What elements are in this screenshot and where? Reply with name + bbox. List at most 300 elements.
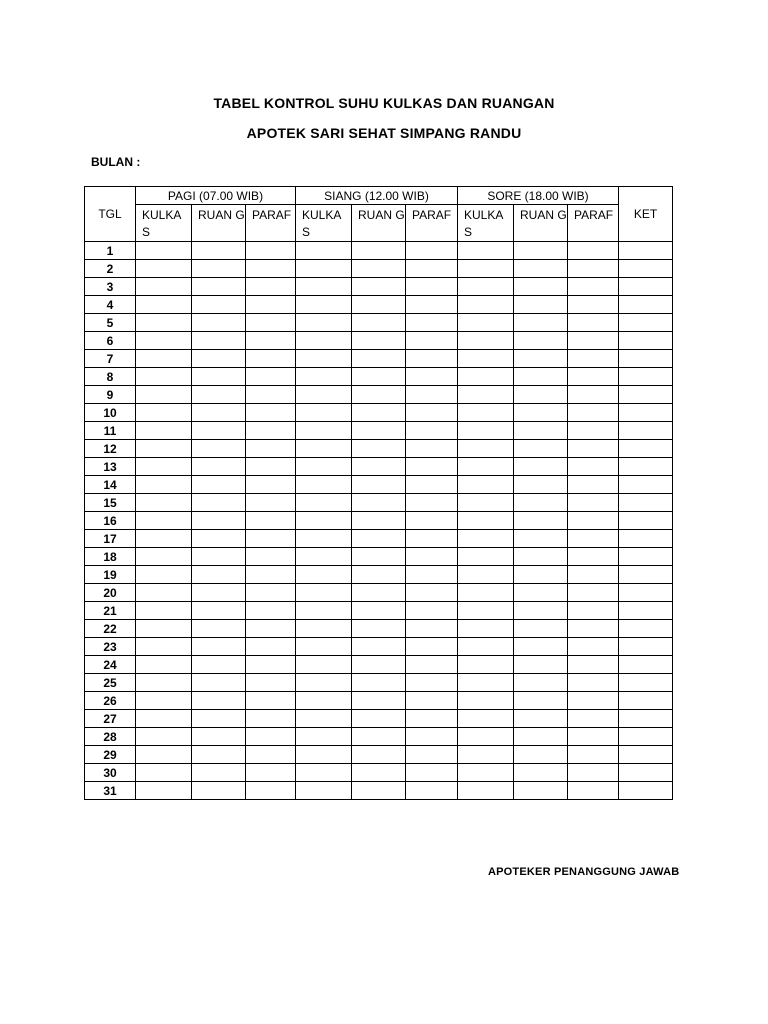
entry-cell — [406, 656, 458, 674]
entry-cell — [568, 278, 619, 296]
entry-cell — [568, 782, 619, 800]
entry-cell — [568, 656, 619, 674]
entry-cell — [246, 782, 296, 800]
entry-cell — [246, 530, 296, 548]
entry-cell — [352, 422, 406, 440]
table-row — [85, 710, 673, 728]
day-number: 17 — [85, 530, 136, 548]
entry-cell — [514, 314, 568, 332]
entry-cell — [246, 746, 296, 764]
entry-cell — [458, 332, 514, 350]
entry-cell — [458, 242, 514, 260]
entry-cell — [458, 440, 514, 458]
entry-cell — [352, 656, 406, 674]
entry-cell — [352, 458, 406, 476]
entry-cell — [568, 242, 619, 260]
day-number: 23 — [85, 638, 136, 656]
entry-cell — [246, 476, 296, 494]
entry-cell — [296, 602, 352, 620]
entry-cell — [296, 242, 352, 260]
entry-cell — [568, 728, 619, 746]
entry-cell — [458, 278, 514, 296]
entry-cell — [246, 620, 296, 638]
entry-cell — [352, 278, 406, 296]
entry-cell — [514, 746, 568, 764]
entry-cell — [352, 530, 406, 548]
entry-cell — [514, 386, 568, 404]
day-number: 28 — [85, 728, 136, 746]
table-row — [85, 404, 673, 422]
entry-cell — [568, 422, 619, 440]
entry-cell — [458, 530, 514, 548]
entry-cell — [192, 368, 246, 386]
entry-cell — [619, 746, 673, 764]
entry-cell — [296, 512, 352, 530]
entry-cell — [406, 566, 458, 584]
subheader-kulkas: KULKA S — [136, 205, 192, 242]
entry-cell — [619, 728, 673, 746]
table-row — [85, 476, 673, 494]
entry-cell — [568, 620, 619, 638]
entry-cell — [568, 386, 619, 404]
entry-cell — [406, 242, 458, 260]
document-title: TABEL KONTROL SUHU KULKAS DAN RUANGAN — [213, 95, 555, 111]
entry-cell — [246, 494, 296, 512]
entry-cell — [619, 260, 673, 278]
table-row — [85, 764, 673, 782]
entry-cell — [296, 638, 352, 656]
entry-cell — [406, 728, 458, 746]
entry-cell — [458, 692, 514, 710]
signature-label: APOTEKER PENANGGUNG JAWAB — [488, 866, 680, 878]
entry-cell — [352, 638, 406, 656]
entry-cell — [619, 332, 673, 350]
entry-cell — [458, 674, 514, 692]
entry-cell — [458, 764, 514, 782]
entry-cell — [352, 566, 406, 584]
table-row — [85, 602, 673, 620]
entry-cell — [568, 602, 619, 620]
entry-cell — [352, 782, 406, 800]
entry-cell — [192, 386, 246, 404]
entry-cell — [246, 278, 296, 296]
entry-cell — [136, 404, 192, 422]
entry-cell — [568, 638, 619, 656]
entry-cell — [458, 620, 514, 638]
entry-cell — [352, 584, 406, 602]
entry-cell — [246, 386, 296, 404]
entry-cell — [514, 692, 568, 710]
entry-cell — [352, 314, 406, 332]
day-number: 3 — [85, 278, 136, 296]
entry-cell — [458, 260, 514, 278]
entry-cell — [136, 548, 192, 566]
entry-cell — [192, 296, 246, 314]
entry-cell — [296, 728, 352, 746]
entry-cell — [192, 332, 246, 350]
entry-cell — [619, 296, 673, 314]
entry-cell — [192, 422, 246, 440]
entry-cell — [296, 746, 352, 764]
entry-cell — [619, 710, 673, 728]
table-row — [85, 728, 673, 746]
entry-cell — [514, 764, 568, 782]
entry-cell — [406, 638, 458, 656]
entry-cell — [458, 404, 514, 422]
entry-cell — [296, 440, 352, 458]
entry-cell — [192, 692, 246, 710]
entry-cell — [619, 476, 673, 494]
entry-cell — [192, 746, 246, 764]
entry-cell — [246, 674, 296, 692]
entry-cell — [514, 674, 568, 692]
entry-cell — [458, 710, 514, 728]
entry-cell — [352, 404, 406, 422]
entry-cell — [136, 332, 192, 350]
entry-cell — [246, 440, 296, 458]
entry-cell — [192, 584, 246, 602]
entry-cell — [568, 674, 619, 692]
entry-cell — [406, 440, 458, 458]
entry-cell — [296, 656, 352, 674]
entry-cell — [458, 782, 514, 800]
entry-cell — [619, 512, 673, 530]
table-row — [85, 350, 673, 368]
day-number: 20 — [85, 584, 136, 602]
table-row — [85, 422, 673, 440]
entry-cell — [136, 710, 192, 728]
table-row — [85, 260, 673, 278]
entry-cell — [568, 350, 619, 368]
entry-cell — [514, 710, 568, 728]
entry-cell — [246, 602, 296, 620]
entry-cell — [136, 242, 192, 260]
entry-cell — [458, 422, 514, 440]
entry-cell — [514, 782, 568, 800]
entry-cell — [136, 368, 192, 386]
day-number: 10 — [85, 404, 136, 422]
entry-cell — [246, 296, 296, 314]
entry-cell — [619, 314, 673, 332]
entry-cell — [246, 404, 296, 422]
entry-cell — [458, 566, 514, 584]
table-row — [85, 368, 673, 386]
entry-cell — [568, 512, 619, 530]
entry-cell — [458, 512, 514, 530]
day-number: 29 — [85, 746, 136, 764]
entry-cell — [406, 692, 458, 710]
entry-cell — [192, 530, 246, 548]
entry-cell — [568, 566, 619, 584]
entry-cell — [514, 278, 568, 296]
table-row — [85, 314, 673, 332]
entry-cell — [296, 620, 352, 638]
entry-cell — [619, 674, 673, 692]
entry-cell — [246, 710, 296, 728]
entry-cell — [296, 710, 352, 728]
entry-cell — [514, 602, 568, 620]
entry-cell — [568, 746, 619, 764]
entry-cell — [296, 782, 352, 800]
entry-cell — [136, 386, 192, 404]
entry-cell — [619, 548, 673, 566]
entry-cell — [296, 530, 352, 548]
entry-cell — [296, 674, 352, 692]
entry-cell — [568, 476, 619, 494]
entry-cell — [246, 350, 296, 368]
entry-cell — [458, 368, 514, 386]
entry-cell — [619, 530, 673, 548]
entry-cell — [352, 350, 406, 368]
entry-cell — [136, 584, 192, 602]
entry-cell — [352, 476, 406, 494]
entry-cell — [192, 458, 246, 476]
table-row — [85, 566, 673, 584]
table-row — [85, 278, 673, 296]
entry-cell — [568, 332, 619, 350]
entry-cell — [514, 350, 568, 368]
entry-cell — [514, 656, 568, 674]
table-row — [85, 656, 673, 674]
entry-cell — [619, 782, 673, 800]
table-row — [85, 746, 673, 764]
entry-cell — [136, 656, 192, 674]
entry-cell — [619, 566, 673, 584]
subheader-kulkas: KULKA S — [458, 205, 514, 242]
entry-cell — [192, 440, 246, 458]
entry-cell — [246, 512, 296, 530]
entry-cell — [406, 710, 458, 728]
entry-cell — [296, 548, 352, 566]
entry-cell — [406, 674, 458, 692]
day-number: 2 — [85, 260, 136, 278]
day-number: 24 — [85, 656, 136, 674]
entry-cell — [352, 728, 406, 746]
entry-cell — [192, 656, 246, 674]
day-number: 7 — [85, 350, 136, 368]
entry-cell — [619, 584, 673, 602]
day-number: 26 — [85, 692, 136, 710]
temperature-log-table — [84, 186, 673, 800]
day-number: 4 — [85, 296, 136, 314]
table-row — [85, 638, 673, 656]
table-row — [85, 296, 673, 314]
entry-cell — [514, 620, 568, 638]
entry-cell — [619, 656, 673, 674]
entry-cell — [568, 296, 619, 314]
entry-cell — [352, 296, 406, 314]
day-number: 1 — [85, 242, 136, 260]
entry-cell — [246, 242, 296, 260]
entry-cell — [406, 404, 458, 422]
day-number: 9 — [85, 386, 136, 404]
entry-cell — [406, 782, 458, 800]
subheader-ruang: RUAN G — [352, 205, 406, 242]
day-number: 11 — [85, 422, 136, 440]
entry-cell — [296, 260, 352, 278]
entry-cell — [619, 458, 673, 476]
entry-cell — [136, 674, 192, 692]
entry-cell — [246, 764, 296, 782]
table-row — [85, 458, 673, 476]
entry-cell — [458, 584, 514, 602]
entry-cell — [568, 458, 619, 476]
entry-cell — [619, 368, 673, 386]
entry-cell — [246, 332, 296, 350]
entry-cell — [406, 314, 458, 332]
header-ket: KET — [619, 187, 673, 242]
subheader-paraf: PARAF — [246, 205, 296, 242]
entry-cell — [192, 602, 246, 620]
entry-cell — [192, 278, 246, 296]
entry-cell — [136, 620, 192, 638]
entry-cell — [192, 764, 246, 782]
day-number: 27 — [85, 710, 136, 728]
entry-cell — [296, 476, 352, 494]
entry-cell — [136, 782, 192, 800]
entry-cell — [458, 350, 514, 368]
entry-cell — [514, 440, 568, 458]
entry-cell — [192, 620, 246, 638]
entry-cell — [136, 566, 192, 584]
entry-cell — [352, 368, 406, 386]
entry-cell — [514, 494, 568, 512]
entry-cell — [192, 314, 246, 332]
entry-cell — [514, 512, 568, 530]
entry-cell — [296, 404, 352, 422]
entry-cell — [619, 440, 673, 458]
entry-cell — [352, 710, 406, 728]
entry-cell — [568, 548, 619, 566]
entry-cell — [514, 260, 568, 278]
entry-cell — [296, 764, 352, 782]
entry-cell — [246, 368, 296, 386]
entry-cell — [352, 260, 406, 278]
entry-cell — [136, 764, 192, 782]
table-row — [85, 692, 673, 710]
entry-cell — [246, 692, 296, 710]
entry-cell — [136, 512, 192, 530]
entry-cell — [568, 404, 619, 422]
day-number: 18 — [85, 548, 136, 566]
entry-cell — [136, 260, 192, 278]
entry-cell — [458, 602, 514, 620]
day-number: 12 — [85, 440, 136, 458]
entry-cell — [458, 728, 514, 746]
entry-cell — [136, 692, 192, 710]
entry-cell — [246, 584, 296, 602]
entry-cell — [619, 242, 673, 260]
entry-cell — [192, 242, 246, 260]
entry-cell — [406, 368, 458, 386]
entry-cell — [514, 368, 568, 386]
entry-cell — [296, 386, 352, 404]
entry-cell — [352, 764, 406, 782]
table-body — [85, 242, 673, 800]
entry-cell — [136, 746, 192, 764]
entry-cell — [514, 584, 568, 602]
entry-cell — [246, 458, 296, 476]
entry-cell — [568, 260, 619, 278]
entry-cell — [406, 332, 458, 350]
entry-cell — [352, 386, 406, 404]
entry-cell — [514, 422, 568, 440]
entry-cell — [458, 746, 514, 764]
entry-cell — [352, 674, 406, 692]
day-number: 21 — [85, 602, 136, 620]
entry-cell — [619, 620, 673, 638]
table-row — [85, 440, 673, 458]
entry-cell — [514, 332, 568, 350]
table-row — [85, 242, 673, 260]
table-row — [85, 386, 673, 404]
entry-cell — [619, 404, 673, 422]
entry-cell — [458, 494, 514, 512]
entry-cell — [568, 710, 619, 728]
header-tgl: TGL — [85, 187, 136, 242]
table-row — [85, 494, 673, 512]
entry-cell — [192, 476, 246, 494]
entry-cell — [458, 386, 514, 404]
entry-cell — [192, 512, 246, 530]
entry-cell — [296, 692, 352, 710]
entry-cell — [458, 656, 514, 674]
subheader-kulkas: KULKA S — [296, 205, 352, 242]
entry-cell — [296, 458, 352, 476]
header-period-sore: SORE (18.00 WIB) — [458, 187, 619, 205]
entry-cell — [619, 422, 673, 440]
entry-cell — [192, 728, 246, 746]
subheader-ruang: RUAN G — [192, 205, 246, 242]
entry-cell — [406, 476, 458, 494]
entry-cell — [296, 422, 352, 440]
entry-cell — [352, 332, 406, 350]
entry-cell — [192, 494, 246, 512]
entry-cell — [406, 278, 458, 296]
entry-cell — [514, 728, 568, 746]
table-row — [85, 620, 673, 638]
entry-cell — [514, 476, 568, 494]
entry-cell — [192, 782, 246, 800]
entry-cell — [296, 296, 352, 314]
entry-cell — [136, 314, 192, 332]
day-number: 13 — [85, 458, 136, 476]
entry-cell — [619, 692, 673, 710]
day-number: 16 — [85, 512, 136, 530]
entry-cell — [406, 746, 458, 764]
entry-cell — [136, 296, 192, 314]
entry-cell — [568, 584, 619, 602]
day-number: 8 — [85, 368, 136, 386]
header-period-pagi: PAGI (07.00 WIB) — [136, 187, 296, 205]
entry-cell — [352, 692, 406, 710]
month-label: BULAN : — [91, 155, 141, 169]
entry-cell — [406, 764, 458, 782]
entry-cell — [406, 530, 458, 548]
entry-cell — [352, 440, 406, 458]
entry-cell — [458, 296, 514, 314]
entry-cell — [619, 638, 673, 656]
entry-cell — [406, 260, 458, 278]
entry-cell — [136, 476, 192, 494]
subheader-paraf: PARAF — [568, 205, 619, 242]
entry-cell — [514, 242, 568, 260]
entry-cell — [192, 638, 246, 656]
entry-cell — [136, 350, 192, 368]
entry-cell — [619, 350, 673, 368]
entry-cell — [514, 566, 568, 584]
day-number: 25 — [85, 674, 136, 692]
